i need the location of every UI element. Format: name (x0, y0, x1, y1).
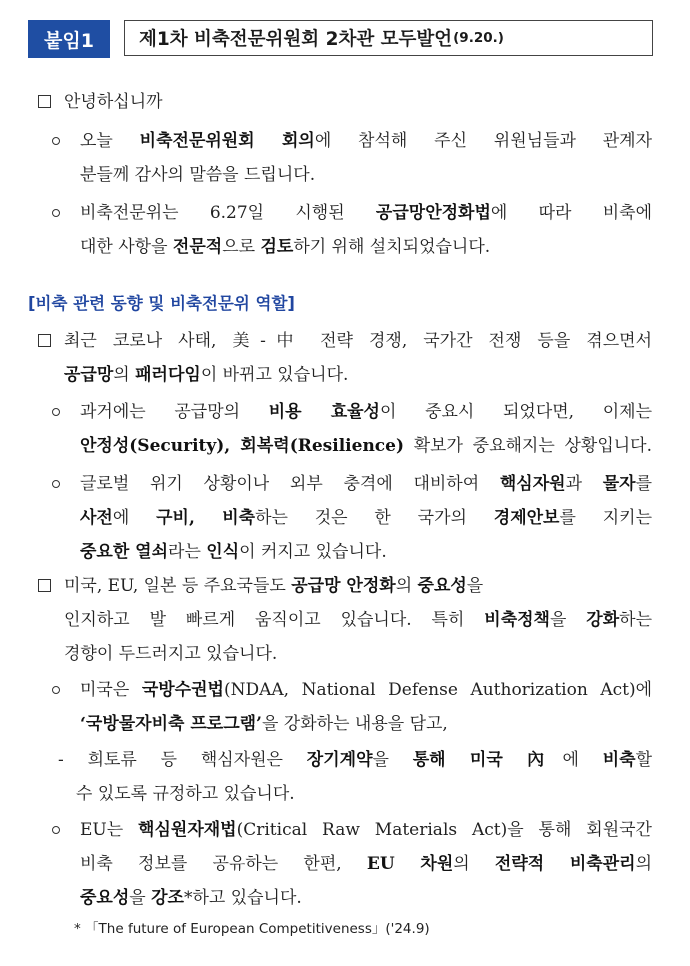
text-run: 경향이 두드러지고 있습니다. (64, 644, 278, 664)
text-run: 확보가 중요해지는 상황입니다. (404, 436, 652, 456)
text-run: 오늘 (80, 131, 140, 151)
bold-text: 사전 (80, 508, 113, 528)
text-line (80, 679, 652, 701)
text-line (80, 473, 652, 495)
text-run: 하는 (619, 610, 652, 630)
square-bullet-icon (38, 334, 51, 347)
text-run: 라는 (168, 542, 207, 562)
bold-text: 인식 (206, 542, 240, 562)
bold-text: 공급망 안정화 (291, 576, 396, 596)
bold-text: 공급망안정화법 (375, 203, 491, 223)
bold-text: 비용 효율성 (268, 402, 380, 422)
text-run: EU는 (80, 820, 139, 840)
circle-bullet-icon (52, 480, 60, 488)
circle-bullet-icon (52, 408, 60, 416)
text-line (80, 819, 652, 841)
text-run: 의 (395, 576, 418, 596)
text-run: 과 (565, 474, 603, 494)
text-line (58, 749, 652, 771)
section-heading: [비축 관련 동향 및 비축전문위 역할] (28, 294, 295, 313)
text-run: 의 (453, 854, 495, 874)
text-line (80, 164, 315, 186)
text-run: - (58, 750, 88, 770)
text-line (64, 330, 652, 352)
text-line (64, 643, 277, 665)
text-run: 를 (635, 474, 652, 494)
text-line (80, 507, 652, 529)
text-line (64, 364, 348, 386)
text-run: 이 커지고 있습니다. (239, 542, 387, 562)
bold-text: 안정성(Security), 회복력(Resilience) (80, 436, 405, 456)
text-line (80, 401, 652, 423)
circle-bullet-icon (52, 137, 60, 145)
text-run: 의 (635, 854, 653, 874)
circle-bullet-icon (52, 826, 60, 834)
text-run: 과거에는 공급망의 (80, 402, 269, 422)
text-run: 수 있도록 규정하고 있습니다. (76, 784, 295, 804)
text-line (80, 236, 490, 258)
bold-text: 중요성 (417, 576, 467, 596)
square-bullet-icon (38, 579, 51, 592)
text-run: 글로벌 위기 상황이나 외부 충격에 대비하여 (80, 474, 500, 494)
document-title: 제1차 비축전문위원회 2차관 모두발언 (139, 29, 453, 50)
bold-text: 비축정책 (484, 610, 550, 630)
text-line (80, 202, 652, 224)
bold-text: 전략적 비축관리 (494, 854, 636, 874)
text-run: 에 따라 비축에 (490, 203, 652, 223)
text-run: 비축 정보를 공유하는 한편, (80, 854, 367, 874)
text-run: 을 (466, 576, 484, 596)
text-run: 의 (113, 365, 136, 385)
text-run: *하고 있습니다. (183, 888, 302, 908)
text-run: 에 (562, 750, 603, 770)
bold-text: 검토 (260, 237, 294, 257)
text-line (80, 541, 387, 563)
document-title-box (124, 20, 653, 56)
text-run: 을 (549, 610, 587, 630)
text-line (64, 91, 163, 113)
square-bullet-icon (38, 95, 51, 108)
bold-text: 통해 미국 內 (412, 750, 563, 770)
bold-text: 중요한 열쇠 (80, 542, 169, 562)
text-run: 을 (129, 888, 152, 908)
bold-text: 경제안보 (493, 508, 560, 528)
bold-text: 패러다임 (135, 365, 201, 385)
text-run: (NDAA, National Defense Authorization Act)에 (223, 680, 653, 700)
bold-text: 핵심원자재법 (138, 820, 237, 840)
text-line (64, 575, 483, 597)
bold-text: 비축 (602, 750, 636, 770)
text-run: 를 지키는 (559, 508, 653, 528)
text-run: 하는 것은 한 국가의 (255, 508, 494, 528)
bold-text: 국방수권법 (141, 680, 224, 700)
text-run: 으로 (222, 237, 261, 257)
text-run: 비축전문위는 6.27일 시행된 (80, 203, 376, 223)
document-date: (9.20.) (453, 30, 504, 46)
text-run: 안녕하십니까 (64, 92, 163, 112)
text-line (80, 713, 448, 735)
text-run: 을 강화하는 내용을 담고, (261, 714, 448, 734)
bold-text: 전문적 (172, 237, 223, 257)
text-line (80, 435, 652, 457)
circle-bullet-icon (52, 686, 60, 694)
text-line (64, 609, 652, 631)
text-run: 미국은 (80, 680, 142, 700)
text-run: 이 바뀌고 있습니다. (200, 365, 349, 385)
text-run: 미국, EU, 일본 등 주요국들도 (64, 576, 292, 596)
bold-text: 강화 (586, 610, 620, 630)
bold-text: 핵심자원 (499, 474, 566, 494)
bold-text: 장기계약 (306, 750, 373, 770)
text-line (80, 887, 302, 909)
bold-text: 비축전문위원회 회의 (139, 131, 315, 151)
text-run: 대한 사항을 (80, 237, 173, 257)
bold-text: 중요성 (80, 888, 130, 908)
text-run: 할 (635, 750, 653, 770)
attachment-tag: 붙임1 (28, 20, 110, 58)
circle-bullet-icon (52, 209, 60, 217)
text-run: 에 참석해 주신 위원님들과 관계자 (314, 131, 653, 151)
text-line (80, 853, 652, 875)
bold-text: 강조 (151, 888, 184, 908)
text-run: 최근 코로나 사태, 美-中 전략 경쟁, 국가간 전쟁 등을 겪으면서 (64, 331, 652, 351)
text-run: (Critical Raw Materials Act)을 통해 회원국간 (236, 820, 652, 840)
footnote: * 「The future of European Competitiveness」('24.9) (74, 921, 430, 937)
text-run: 분들께 감사의 말씀을 드립니다. (80, 165, 316, 185)
text-run: 희토류 등 핵심자원은 (87, 750, 307, 770)
bold-text: 공급망 (64, 365, 114, 385)
text-run: 을 (372, 750, 413, 770)
bold-text: ‘국방물자비축 프로그램’ (80, 714, 262, 734)
bold-text: 구비, 비축 (156, 508, 256, 528)
document-header (28, 20, 653, 58)
text-line (80, 130, 652, 152)
text-line (76, 783, 295, 805)
text-run: 이 중요시 되었다면, 이제는 (379, 402, 652, 422)
bold-text: EU 차원 (366, 854, 454, 874)
text-run: 인지하고 발 빠르게 움직이고 있습니다. 특히 (64, 610, 485, 630)
bold-text: 물자 (602, 474, 636, 494)
text-run: 에 (112, 508, 157, 528)
text-run: 하기 위해 설치되었습니다. (293, 237, 491, 257)
